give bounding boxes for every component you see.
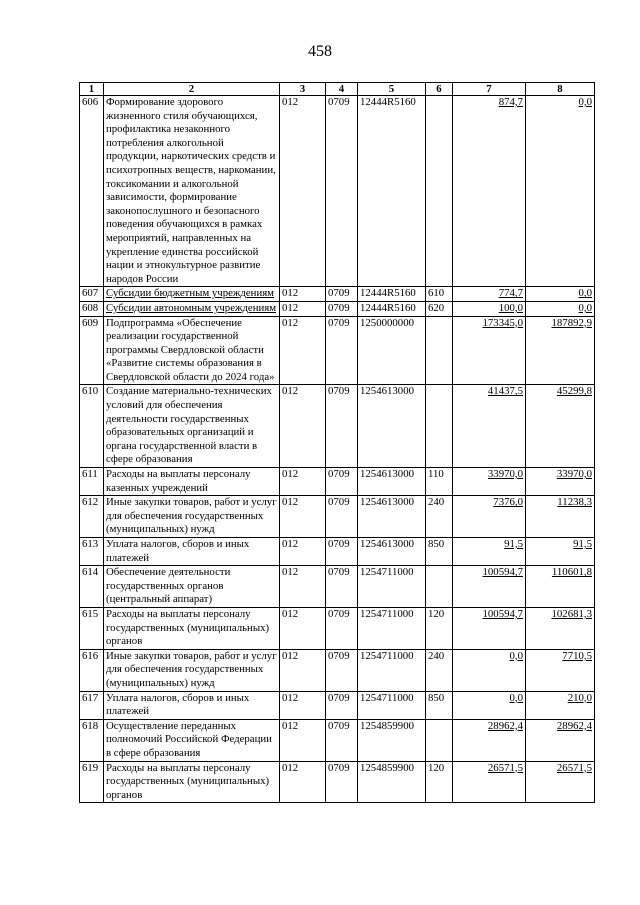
code-col4: 0709 <box>326 649 358 691</box>
value-col7: 100,0 <box>453 301 526 316</box>
code-col3: 012 <box>280 566 326 608</box>
table-row <box>80 468 595 496</box>
value-col8: 0,0 <box>526 301 595 316</box>
code-col5: 1254613000 <box>358 538 426 566</box>
value-col7: 0,0 <box>453 691 526 719</box>
code-col4: 0709 <box>326 566 358 608</box>
code-col6: 850 <box>426 691 453 719</box>
code-col4: 0709 <box>326 385 358 468</box>
row-number: 615 <box>80 607 104 649</box>
row-number: 607 <box>80 287 104 302</box>
table-row <box>80 566 595 608</box>
table-row <box>80 316 595 385</box>
row-name: Иные закупки товаров, работ и услуг для обеспечения государственных (муниципальных) нужд <box>104 496 280 538</box>
code-col5: 12444R5160 <box>358 301 426 316</box>
code-col6: 620 <box>426 301 453 316</box>
code-col4: 0709 <box>326 316 358 385</box>
table-header-row <box>80 83 595 96</box>
value-col8: 11238,3 <box>526 496 595 538</box>
code-col6 <box>426 566 453 608</box>
value-col7: 874,7 <box>453 96 526 287</box>
code-col5: 1254711000 <box>358 691 426 719</box>
header-cell: 1 <box>80 83 104 96</box>
code-col6: 850 <box>426 538 453 566</box>
code-col6 <box>426 719 453 761</box>
value-col7: 91,5 <box>453 538 526 566</box>
value-col7: 28962,4 <box>453 719 526 761</box>
code-col6 <box>426 96 453 287</box>
code-col3: 012 <box>280 96 326 287</box>
row-number: 618 <box>80 719 104 761</box>
row-number: 606 <box>80 96 104 287</box>
code-col5: 1254859900 <box>358 719 426 761</box>
table-row <box>80 301 595 316</box>
header-cell: 5 <box>358 83 426 96</box>
row-name: Расходы на выплаты персоналу казенных учреждений <box>104 468 280 496</box>
code-col5: 1254711000 <box>358 566 426 608</box>
table-row <box>80 607 595 649</box>
header-cell: 6 <box>426 83 453 96</box>
row-name: Уплата налогов, сборов и иных платежей <box>104 691 280 719</box>
table-row <box>80 96 595 287</box>
page-number: 458 <box>308 43 332 60</box>
row-name: Обеспечение деятельности государственных органов (центральный аппарат) <box>104 566 280 608</box>
row-name: Уплата налогов, сборов и иных платежей <box>104 538 280 566</box>
table-row <box>80 761 595 803</box>
value-col8: 91,5 <box>526 538 595 566</box>
value-col7: 173345,0 <box>453 316 526 385</box>
code-col5: 1254613000 <box>358 468 426 496</box>
code-col3: 012 <box>280 719 326 761</box>
code-col3: 012 <box>280 468 326 496</box>
code-col3: 012 <box>280 385 326 468</box>
value-col8: 26571,5 <box>526 761 595 803</box>
code-col6 <box>426 316 453 385</box>
code-col6: 240 <box>426 496 453 538</box>
header-cell: 7 <box>453 83 526 96</box>
code-col5: 1254613000 <box>358 496 426 538</box>
value-col8: 33970,0 <box>526 468 595 496</box>
value-col8: 187892,9 <box>526 316 595 385</box>
table-row <box>80 538 595 566</box>
row-number: 609 <box>80 316 104 385</box>
value-col7: 41437,5 <box>453 385 526 468</box>
code-col4: 0709 <box>326 691 358 719</box>
budget-table <box>79 82 595 803</box>
row-name: Субсидии бюджетным учреждениям <box>104 287 280 302</box>
row-number: 610 <box>80 385 104 468</box>
code-col4: 0709 <box>326 761 358 803</box>
code-col6: 120 <box>426 607 453 649</box>
code-col3: 012 <box>280 496 326 538</box>
row-name: Расходы на выплаты персоналу государственных (муниципальных) органов <box>104 607 280 649</box>
code-col5: 1254711000 <box>358 649 426 691</box>
code-col4: 0709 <box>326 468 358 496</box>
row-name: Формирование здорового жизненного стиля обучающихся, профилактика незаконного потребления алкогольной продукции, наркотических средств и психотропных веществ, наркомании, токсикомании и алкогольной зависимости, формирование законопослушного и безопасного поведения обучающихся в рамках мероприятий, направленных на укрепление единства российской нации и этнокультурное развитие народов России <box>104 96 280 287</box>
code-col4: 0709 <box>326 301 358 316</box>
code-col6: 240 <box>426 649 453 691</box>
row-number: 608 <box>80 301 104 316</box>
code-col5: 1250000000 <box>358 316 426 385</box>
row-name: Расходы на выплаты персоналу государственных (муниципальных) органов <box>104 761 280 803</box>
code-col4: 0709 <box>326 287 358 302</box>
row-name: Осуществление переданных полномочий Российской Федерации в сфере образования <box>104 719 280 761</box>
code-col5: 1254859900 <box>358 761 426 803</box>
row-name: Создание материально-технических условий для обеспечения деятельности государственных образовательных организаций и органа государственной власти в сфере образования <box>104 385 280 468</box>
row-number: 614 <box>80 566 104 608</box>
code-col5: 12444R5160 <box>358 96 426 287</box>
table-row <box>80 496 595 538</box>
code-col5: 12444R5160 <box>358 287 426 302</box>
value-col8: 7710,5 <box>526 649 595 691</box>
header-cell: 4 <box>326 83 358 96</box>
code-col3: 012 <box>280 287 326 302</box>
row-number: 617 <box>80 691 104 719</box>
code-col6: 120 <box>426 761 453 803</box>
code-col5: 1254711000 <box>358 607 426 649</box>
value-col8: 102681,3 <box>526 607 595 649</box>
code-col3: 012 <box>280 691 326 719</box>
row-number: 613 <box>80 538 104 566</box>
row-number: 611 <box>80 468 104 496</box>
value-col8: 0,0 <box>526 287 595 302</box>
code-col3: 012 <box>280 316 326 385</box>
code-col3: 012 <box>280 538 326 566</box>
row-number: 612 <box>80 496 104 538</box>
table-row <box>80 287 595 302</box>
value-col8: 45299,8 <box>526 385 595 468</box>
value-col8: 110601,8 <box>526 566 595 608</box>
row-name: Подпрограмма «Обеспечение реализации государственной программы Свердловской области «Развитие системы образования в Свердловской области до 2024 года» <box>104 316 280 385</box>
value-col7: 0,0 <box>453 649 526 691</box>
code-col3: 012 <box>280 649 326 691</box>
code-col5: 1254613000 <box>358 385 426 468</box>
header-cell: 8 <box>526 83 595 96</box>
value-col7: 774,7 <box>453 287 526 302</box>
code-col4: 0709 <box>326 496 358 538</box>
table-row <box>80 691 595 719</box>
code-col4: 0709 <box>326 96 358 287</box>
value-col7: 26571,5 <box>453 761 526 803</box>
code-col3: 012 <box>280 761 326 803</box>
code-col3: 012 <box>280 607 326 649</box>
table-row <box>80 649 595 691</box>
row-number: 619 <box>80 761 104 803</box>
table-row <box>80 385 595 468</box>
code-col4: 0709 <box>326 538 358 566</box>
code-col4: 0709 <box>326 719 358 761</box>
row-name: Субсидии автономным учреждениям <box>104 301 280 316</box>
value-col7: 7376,0 <box>453 496 526 538</box>
value-col8: 28962,4 <box>526 719 595 761</box>
header-cell: 2 <box>104 83 280 96</box>
value-col7: 33970,0 <box>453 468 526 496</box>
code-col6: 610 <box>426 287 453 302</box>
table-row <box>80 719 595 761</box>
value-col8: 210,0 <box>526 691 595 719</box>
row-name: Иные закупки товаров, работ и услуг для обеспечения государственных (муниципальных) нужд <box>104 649 280 691</box>
code-col4: 0709 <box>326 607 358 649</box>
code-col6 <box>426 385 453 468</box>
header-cell: 3 <box>280 83 326 96</box>
value-col7: 100594,7 <box>453 607 526 649</box>
code-col6: 110 <box>426 468 453 496</box>
value-col8: 0,0 <box>526 96 595 287</box>
value-col7: 100594,7 <box>453 566 526 608</box>
code-col3: 012 <box>280 301 326 316</box>
row-number: 616 <box>80 649 104 691</box>
